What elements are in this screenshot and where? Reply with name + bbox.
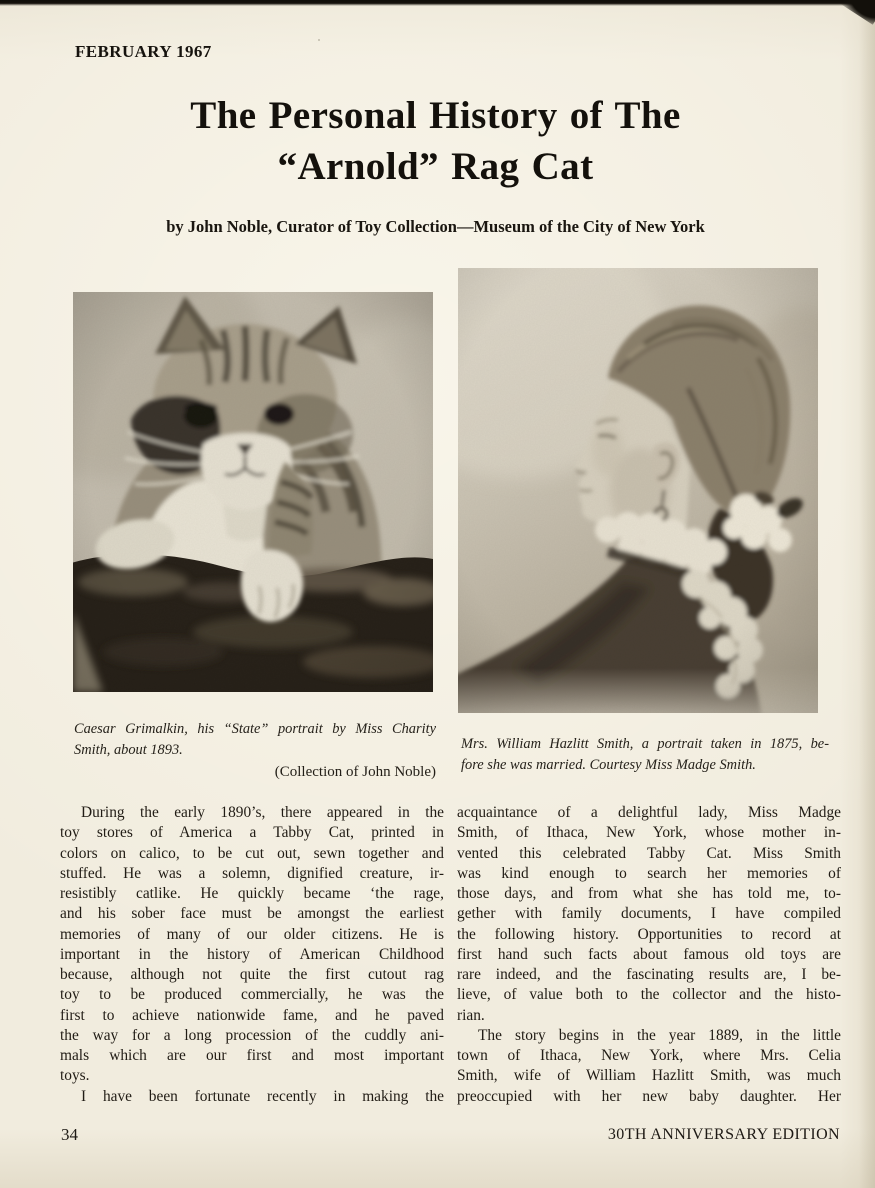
text-line: mals which are our first and most important xyxy=(60,1047,444,1064)
caption-right-text xyxy=(461,734,829,776)
caption-left-text xyxy=(74,719,436,761)
text-line: those days, and from what she has told me, to- xyxy=(457,885,841,902)
scan-corner-smudge xyxy=(839,0,875,25)
scan-top-edge xyxy=(0,0,875,6)
text-line: colors on calico, to be cut out, sewn together and xyxy=(60,844,444,862)
photo-credit: (Collection of John Noble) xyxy=(274,764,436,780)
body-column-right xyxy=(457,803,841,1107)
text-line: I have been fortunate recently in making the xyxy=(81,1087,444,1105)
article-title xyxy=(30,90,841,192)
text-line: and his sober face must be amongst the earliest xyxy=(60,905,444,923)
text-line: toy to be produced commercially, he was the xyxy=(60,986,444,1004)
page-right-shading xyxy=(859,0,875,1188)
text-line: gether with family documents, I have compiled xyxy=(457,905,841,923)
text-line: memories of many of our older citizens. He is xyxy=(60,925,444,943)
text-line: During the early 1890’s, there appeared in the xyxy=(81,804,444,821)
text-line: fore she was married. Courtesy Miss Madge Smith. xyxy=(461,757,756,773)
text-line: rian. xyxy=(457,1006,485,1024)
text-line: first hand such facts about famous old toys are xyxy=(457,945,841,963)
text-line: the way for a long procession of the cuddly ani- xyxy=(60,1026,444,1044)
text-line: toy stores of America a Tabby Cat, printed in xyxy=(60,824,444,842)
text-line: toys. xyxy=(60,1067,90,1085)
text-line: stuffed. He was a solemn, dignified creature, ir- xyxy=(60,864,444,882)
text-line: Caesar Grimalkin, his “State” portrait by Miss Charity xyxy=(74,721,436,737)
page-number: 34 xyxy=(61,1125,78,1144)
cat-photograph xyxy=(73,292,433,692)
text-line: Mrs. William Hazlitt Smith, a portrait taken in 1875, be- xyxy=(461,736,829,752)
text-line: rare indeed, and the fascinating results are, I be- xyxy=(457,966,841,983)
caption-left xyxy=(74,719,436,783)
text-line: the following history. Opportunities to record at xyxy=(457,925,841,943)
article-title-line1: The Personal History of The xyxy=(190,94,681,137)
text-line: vented this celebrated Tabby Cat. Miss Smith xyxy=(457,844,841,862)
text-line: preoccupied with her new baby daughter. Her xyxy=(457,1087,841,1105)
text-line: Smith, wife of William Hazlitt Smith, was much xyxy=(457,1067,841,1085)
paper-speck xyxy=(318,39,320,41)
article-byline: by John Noble, Curator of Toy Collection—Museum of the City of New York xyxy=(166,217,705,236)
text-line: acquaintance of a delightful lady, Miss Madge xyxy=(457,804,841,821)
text-line: town of Ithaca, New York, where Mrs. Celia xyxy=(457,1047,841,1064)
portrait-photograph xyxy=(458,268,818,713)
text-line: was kind enough to search her memories of xyxy=(457,864,841,882)
text-line: first to achieve nationwide fame, and he paved xyxy=(60,1006,444,1024)
edition-label: 30TH ANNIVERSARY EDITION xyxy=(607,1126,840,1143)
book-binding-edge xyxy=(0,0,24,1188)
text-line: important in the history of American Childhood xyxy=(60,945,444,963)
text-line: The story begins in the year 1889, in the little xyxy=(478,1026,841,1044)
body-column-left xyxy=(60,803,444,1107)
text-line: Smith, of Ithaca, New York, whose mother in- xyxy=(457,824,841,842)
issue-date: FEBRUARY 1967 xyxy=(75,42,212,61)
text-line: because, although not quite the first cutout rag xyxy=(60,966,444,983)
article-title-line2: “Arnold” Rag Cat xyxy=(277,145,594,188)
text-line: resistibly catlike. He quickly became ‘the rage, xyxy=(60,885,444,902)
text-line: Smith, about 1893. xyxy=(74,742,183,758)
caption-right xyxy=(461,734,829,776)
text-line: lieve, of value both to the collector and the histo- xyxy=(457,986,841,1004)
